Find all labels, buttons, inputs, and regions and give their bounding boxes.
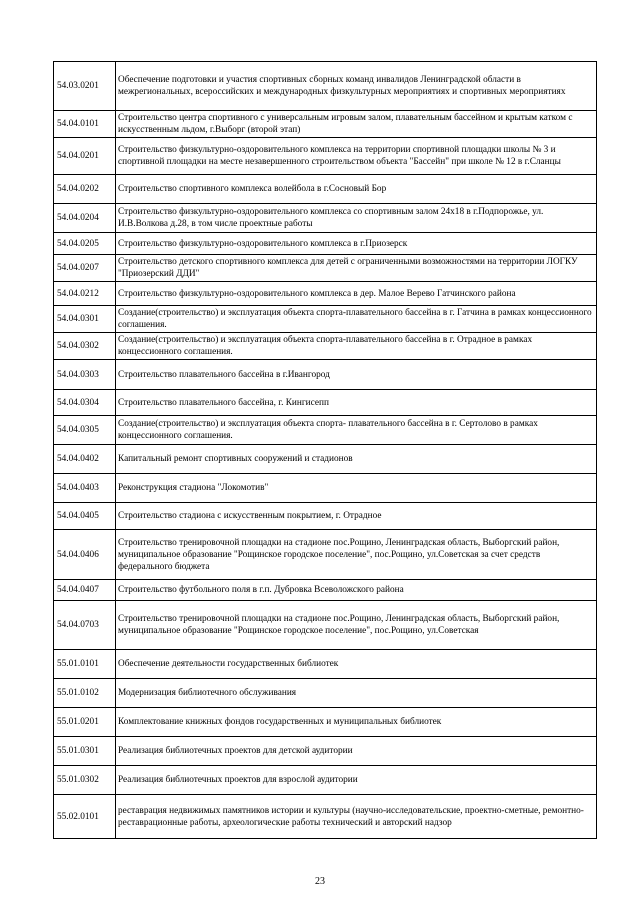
row-code: 54.04.0201 <box>54 138 116 175</box>
row-code: 55.01.0301 <box>54 737 116 766</box>
table-row <box>54 601 597 650</box>
row-description: Модернизация библиотечного обслуживания <box>116 679 597 708</box>
row-description: Строительство стадиона с искусственным покрытием, г. Отрадное <box>116 503 597 530</box>
row-description: Строительство физкультурно-оздоровительного комплекса на территории спортивной площадки школы № 3 и спортивной площадки на месте незавершенного строительством объекта "Бассейн" при школе № 12 в г.Сланцы <box>116 138 597 175</box>
row-code: 55.01.0102 <box>54 679 116 708</box>
row-code: 54.04.0406 <box>54 530 116 580</box>
table-row <box>54 708 597 737</box>
row-description: Строительство физкультурно-оздоровительного комплекса со спортивным залом 24х18 в г.Подпорожье, ул. И.В.Волкова д.28, в том числе проектные работы <box>116 204 597 233</box>
row-code: 54.04.0301 <box>54 306 116 333</box>
row-code: 54.04.0305 <box>54 416 116 445</box>
table-row <box>54 233 597 255</box>
row-code: 54.03.0201 <box>54 62 116 111</box>
row-description: Реализация библиотечных проектов для взрослой аудитории <box>116 766 597 795</box>
row-description: Создание(строительство) и эксплуатация объекта спорта- плавательного бассейна в г. Сертолово в рамках концессионного соглашения. <box>116 416 597 445</box>
row-code: 54.04.0207 <box>54 255 116 282</box>
row-code: 54.04.0403 <box>54 474 116 503</box>
row-description: Строительство тренировочной площадки на стадионе пос.Рощино, Ленинградская область, Выборгский район, муниципальное образование "Рощинское городское поселение", пос.Рощино, ул.Советская <box>116 601 597 650</box>
row-description: Реализация библиотечных проектов для детской аудитории <box>116 737 597 766</box>
table-row <box>54 650 597 679</box>
table-row <box>54 766 597 795</box>
table-row <box>54 333 597 360</box>
row-code: 54.04.0405 <box>54 503 116 530</box>
table-row <box>54 530 597 580</box>
table-row <box>54 306 597 333</box>
row-description: Строительство физкультурно-оздоровительного комплекса в г.Приозерск <box>116 233 597 255</box>
table-body <box>54 62 597 839</box>
row-description: Создание(строительство) и эксплуатация объекта спорта-плавательного бассейна в г. Отрадное в рамках концессионного соглашения. <box>116 333 597 360</box>
row-description: Строительство спортивного комплекса волейбола в г.Сосновый Бор <box>116 175 597 204</box>
table-row <box>54 204 597 233</box>
row-description: Комплектование книжных фондов государственных и муниципальных библиотек <box>116 708 597 737</box>
table-row <box>54 62 597 111</box>
row-code: 55.01.0302 <box>54 766 116 795</box>
row-description: Строительство плавательного бассейна в г.Ивангород <box>116 360 597 390</box>
table-row <box>54 390 597 416</box>
row-description: реставрация недвижимых памятников истории и культуры (научно-исследовательские, проектно-сметные, ремонтно-реставрационные работы, археологические работы технический и авторский надзор <box>116 795 597 839</box>
table-row <box>54 111 597 138</box>
table-row <box>54 416 597 445</box>
row-code: 54.04.0101 <box>54 111 116 138</box>
table-row <box>54 737 597 766</box>
row-code: 54.04.0302 <box>54 333 116 360</box>
row-description: Реконструкция стадиона "Локомотив" <box>116 474 597 503</box>
row-description: Капитальный ремонт спортивных сооружений и стадионов <box>116 445 597 474</box>
row-code: 54.04.0202 <box>54 175 116 204</box>
table-row <box>54 175 597 204</box>
row-code: 54.04.0205 <box>54 233 116 255</box>
row-code: 55.01.0101 <box>54 650 116 679</box>
row-description: Обеспечение подготовки и участия спортивных сборных команд инвалидов Ленинградской области в межрегиональных, всероссийских и международных физкультурных мероприятиях и спортивных мероприятиях <box>116 62 597 111</box>
table-row <box>54 679 597 708</box>
row-description: Создание(строительство) и эксплуатация объекта спорта-плавательного бассейна в г. Гатчина в рамках концессионного соглашения. <box>116 306 597 333</box>
row-code: 55.02.0101 <box>54 795 116 839</box>
row-code: 54.04.0703 <box>54 601 116 650</box>
row-description: Строительство центра спортивного с универсальным игровым залом, плавательным бассейном и крытым катком с искусственным льдом, г.Выборг (второй этап) <box>116 111 597 138</box>
table-row <box>54 360 597 390</box>
row-code: 54.04.0407 <box>54 580 116 601</box>
row-description: Строительство физкультурно-оздоровительного комплекса в дер. Малое Верево Гатчинского района <box>116 282 597 306</box>
row-code: 54.04.0402 <box>54 445 116 474</box>
table-row <box>54 503 597 530</box>
row-code: 54.04.0212 <box>54 282 116 306</box>
row-description: Строительство плавательного бассейна, г. Кингисепп <box>116 390 597 416</box>
row-description: Строительство детского спортивного комплекса для детей с ограниченными возможностями на территории ЛОГКУ "Приозерский ДДИ" <box>116 255 597 282</box>
row-description: Строительство футбольного поля в г.п. Дубровка Всеволожского района <box>116 580 597 601</box>
table-row <box>54 138 597 175</box>
row-code: 54.04.0303 <box>54 360 116 390</box>
row-description: Обеспечение деятельности государственных библиотек <box>116 650 597 679</box>
table-row <box>54 255 597 282</box>
row-code: 55.01.0201 <box>54 708 116 737</box>
row-code: 54.04.0304 <box>54 390 116 416</box>
table-row <box>54 795 597 839</box>
table-row <box>54 445 597 474</box>
page-number: 23 <box>315 876 325 887</box>
table-row <box>54 580 597 601</box>
row-code: 54.04.0204 <box>54 204 116 233</box>
table-row <box>54 474 597 503</box>
row-description: Строительство тренировочной площадки на стадионе пос.Рощино, Ленинградская область, Выборгский район, муниципальное образование "Рощинское городское поселение", пос.Рощино, ул.Советская за счет средств федерального бюджета <box>116 530 597 580</box>
budget-codes-table <box>53 61 597 839</box>
table-row <box>54 282 597 306</box>
